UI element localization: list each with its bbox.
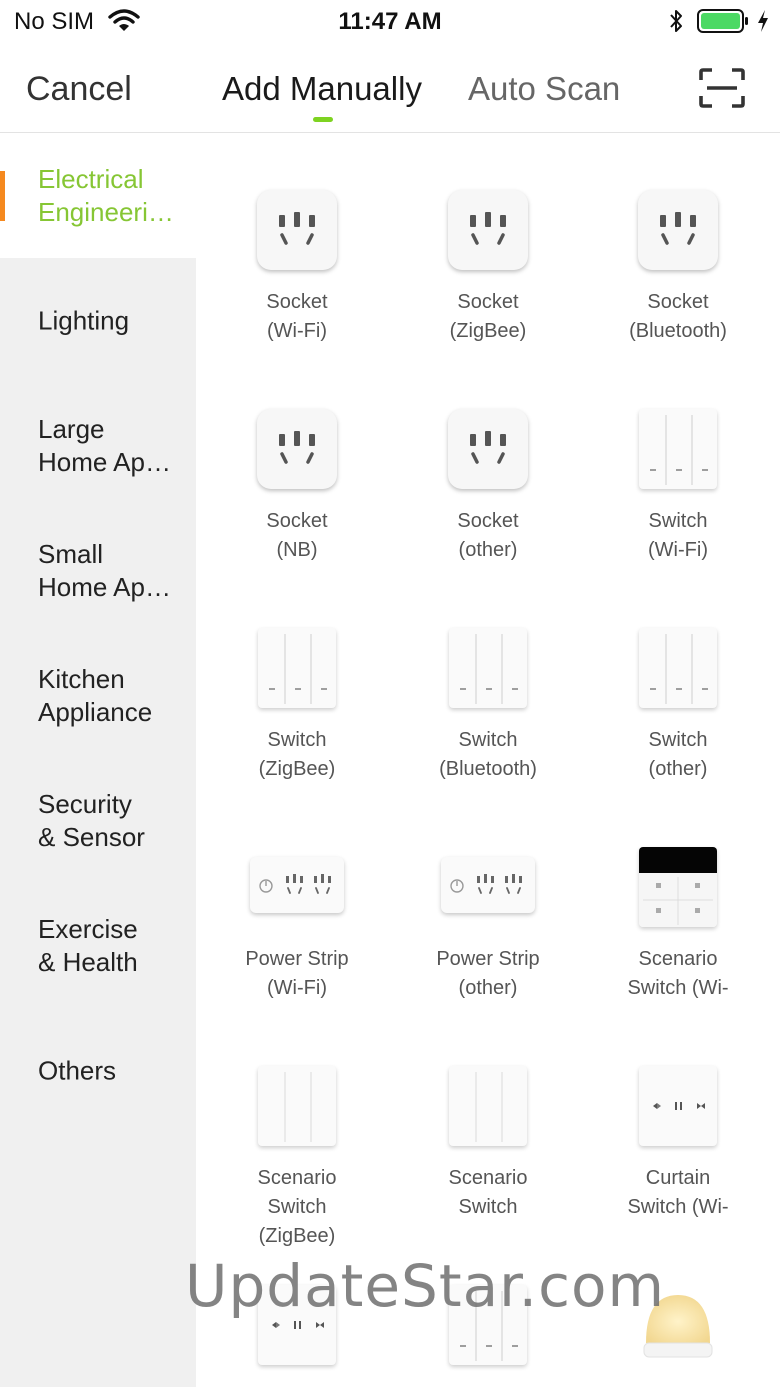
- power-strip-icon: [250, 857, 344, 913]
- device-tile[interactable]: [398, 352, 578, 562]
- curtain-switch-icon: [258, 1285, 336, 1365]
- device-grid: [196, 133, 780, 1387]
- night-light-icon: [638, 1285, 718, 1365]
- sidebar-item-small-appliances[interactable]: [0, 508, 196, 633]
- device-tile[interactable]: [398, 1009, 578, 1219]
- device-name: Switch (Wi-Fi): [648, 510, 708, 561]
- wall-switch-icon: [639, 409, 717, 489]
- device-name: Socket (NB): [266, 510, 328, 561]
- device-tile[interactable]: [588, 571, 768, 781]
- wall-switch-icon: [639, 628, 717, 708]
- sidebar-item-others[interactable]: [0, 1008, 196, 1133]
- socket-icon: [257, 409, 337, 489]
- device-tile[interactable]: [398, 1228, 578, 1387]
- device-name: Power Strip (other): [436, 948, 540, 999]
- device-tile[interactable]: [207, 790, 387, 1000]
- carrier-label: No SIM: [14, 8, 95, 35]
- socket-icon: [448, 190, 528, 270]
- power-strip-icon: [441, 857, 535, 913]
- sidebar-item-lighting[interactable]: [0, 258, 196, 383]
- scene-switch-icon: [449, 1066, 527, 1146]
- device-name: Socket (Wi-Fi): [266, 291, 328, 342]
- sidebar-item-large-appliances[interactable]: [0, 383, 196, 508]
- device-tile[interactable]: [207, 1009, 387, 1247]
- sidebar-item-electrical[interactable]: [0, 133, 196, 258]
- wall-switch-icon: [449, 628, 527, 708]
- sidebar-item-kitchen[interactable]: [0, 633, 196, 758]
- qr-scan-icon[interactable]: [699, 68, 745, 108]
- sidebar-item-label: Small Home Ap…: [38, 538, 171, 602]
- device-name: Switch (Bluetooth): [439, 729, 537, 780]
- active-category-marker: [0, 171, 5, 221]
- watermark: UpdateStar.com: [185, 1252, 665, 1320]
- device-tile[interactable]: [398, 133, 578, 343]
- device-name: Switch (other): [648, 729, 708, 780]
- device-name: Socket (other): [457, 510, 519, 561]
- active-tab-indicator: [313, 117, 333, 122]
- sidebar-item-label: Lighting: [38, 305, 130, 335]
- socket-icon: [638, 190, 718, 270]
- device-tile[interactable]: [588, 790, 768, 1000]
- cancel-button[interactable]: Cancel: [26, 70, 132, 108]
- status-bar: [0, 0, 780, 44]
- sidebar-item-label: Kitchen Appliance: [38, 663, 153, 727]
- device-tile[interactable]: [398, 571, 578, 781]
- device-tile[interactable]: [207, 352, 387, 562]
- device-tile[interactable]: [588, 133, 768, 343]
- clock: 11:47 AM: [338, 8, 442, 35]
- device-name: Scenario Switch: [448, 1167, 528, 1218]
- device-name: Switch (ZigBee): [258, 729, 336, 780]
- device-name: Socket (ZigBee): [449, 291, 527, 342]
- scene-panel-icon: [639, 847, 717, 927]
- wall-switch-icon: [449, 1285, 527, 1365]
- socket-icon: [448, 409, 528, 489]
- battery-icon: [697, 9, 749, 33]
- device-tile[interactable]: [588, 1228, 768, 1387]
- sidebar-item-label: Large Home Ap…: [38, 413, 171, 477]
- socket-icon: [257, 190, 337, 270]
- nav-bar: [0, 44, 780, 133]
- device-name: Socket (Bluetooth): [629, 291, 727, 342]
- tab-auto-scan[interactable]: Auto Scan: [468, 70, 621, 107]
- device-tile[interactable]: [207, 571, 387, 781]
- sidebar-item-label: Exercise & Health: [38, 913, 138, 977]
- device-tile[interactable]: [588, 352, 768, 562]
- device-tile[interactable]: [588, 1009, 768, 1219]
- sidebar-item-label: Others: [38, 1055, 117, 1085]
- bluetooth-icon: [668, 8, 684, 34]
- device-name: Scenario Switch (ZigBee): [257, 1167, 337, 1247]
- device-name: Curtain Switch (Wi-: [627, 1167, 729, 1218]
- device-name: Scenario Switch (Wi-: [627, 948, 729, 999]
- scene-switch-icon: [258, 1066, 336, 1146]
- sidebar-item-label: Electrical Engineeri…: [38, 163, 174, 227]
- charging-icon: [755, 8, 771, 34]
- sidebar-item-label: Security & Sensor: [38, 788, 145, 852]
- device-tile[interactable]: [398, 790, 578, 1000]
- sidebar-item-security[interactable]: [0, 758, 196, 883]
- device-tile[interactable]: [207, 1228, 387, 1387]
- curtain-switch-icon: [639, 1066, 717, 1146]
- sidebar-item-exercise[interactable]: [0, 883, 196, 1008]
- device-name: Power Strip (Wi-Fi): [245, 948, 349, 999]
- device-tile[interactable]: [207, 133, 387, 343]
- category-sidebar: [0, 133, 196, 1387]
- tab-add-manually[interactable]: Add Manually: [222, 70, 422, 107]
- wall-switch-icon: [258, 628, 336, 708]
